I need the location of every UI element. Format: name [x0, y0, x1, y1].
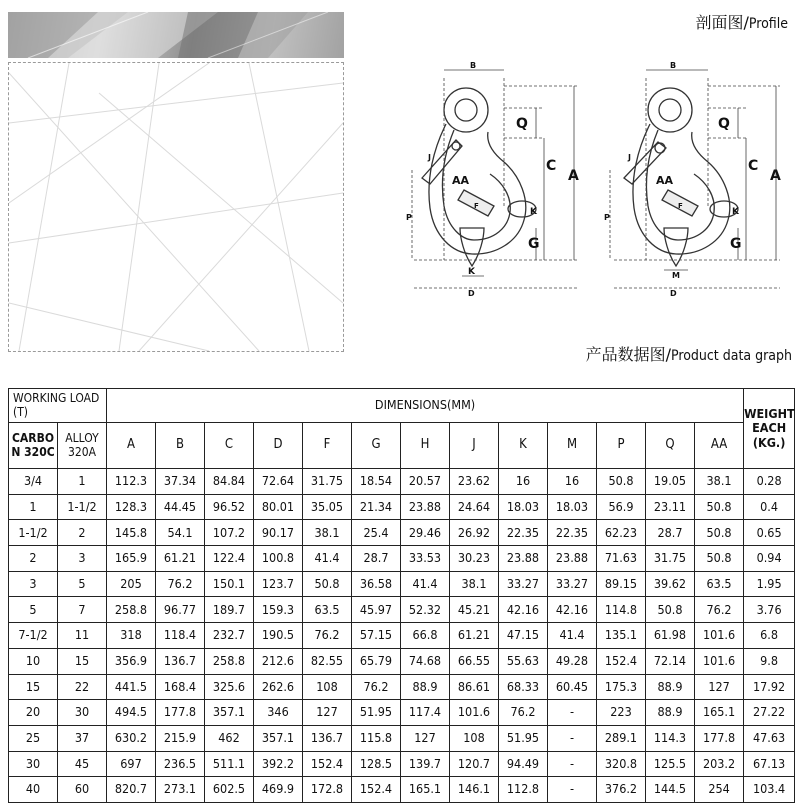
table-cell: 136.7 [156, 648, 205, 674]
table-cell: 101.6 [450, 700, 499, 726]
table-cell: 47.15 [499, 623, 548, 649]
profile-label-en: Profile [748, 16, 788, 32]
table-cell: 61.98 [646, 623, 695, 649]
table-cell: 63.5 [303, 597, 352, 623]
table-cell: 50.8 [695, 494, 744, 520]
table-cell: 376.2 [597, 777, 646, 803]
table-cell: 165.1 [401, 777, 450, 803]
table-cell: - [548, 777, 597, 803]
table-cell: 100.8 [254, 546, 303, 572]
table-cell: 114.3 [646, 725, 695, 751]
table-cell: 236.5 [156, 751, 205, 777]
profile-label-cn: 剖面图/ [695, 13, 749, 32]
table-cell: 90.17 [254, 520, 303, 546]
table-cell: 254 [695, 777, 744, 803]
table-cell: 24.64 [450, 494, 499, 520]
table-cell: 38.1 [303, 520, 352, 546]
table-row [9, 469, 795, 495]
table-cell: 0.4 [744, 494, 795, 520]
table-cell: 52.32 [401, 597, 450, 623]
table-cell: 120.7 [450, 751, 499, 777]
table-cell: 61.21 [156, 546, 205, 572]
carbon-header: CARBON 320C [9, 423, 58, 469]
table-cell: 35.05 [303, 494, 352, 520]
table-cell: 118.4 [156, 623, 205, 649]
table-cell: 22.35 [548, 520, 597, 546]
table-cell: 44.45 [156, 494, 205, 520]
table-cell: 117.4 [401, 700, 450, 726]
table-cell: 33.27 [499, 571, 548, 597]
table-cell: 3 [9, 571, 58, 597]
table-row [9, 520, 795, 546]
table-cell: 144.5 [646, 777, 695, 803]
table-cell: - [548, 700, 597, 726]
table-cell: 392.2 [254, 751, 303, 777]
table-row [9, 623, 795, 649]
table-cell: 152.4 [597, 648, 646, 674]
dim-c-label-2: C [748, 158, 759, 174]
dim-a-label: A [568, 168, 579, 184]
table-cell: 159.3 [254, 597, 303, 623]
table-cell: 10 [9, 648, 58, 674]
table-cell: 25.4 [352, 520, 401, 546]
table-cell: 135.1 [597, 623, 646, 649]
dim-b-label-2: B [670, 61, 677, 70]
table-cell: 19.05 [646, 469, 695, 495]
table-cell: 68.33 [499, 674, 548, 700]
table-cell: 25 [9, 725, 58, 751]
table-cell: 38.1 [695, 469, 744, 495]
table-cell: 189.7 [205, 597, 254, 623]
table-cell: 115.8 [352, 725, 401, 751]
dim-p-label-2: P [604, 213, 610, 222]
table-cell: 17.92 [744, 674, 795, 700]
hook-profile-drawing-right [600, 58, 800, 303]
table-cell: 820.7 [107, 777, 156, 803]
table-cell: 289.1 [597, 725, 646, 751]
table-cell: 122.4 [205, 546, 254, 572]
table-cell: 152.4 [303, 751, 352, 777]
table-cell: 108 [303, 674, 352, 700]
table-cell: 125.5 [646, 751, 695, 777]
table-cell: 7 [58, 597, 107, 623]
table-cell: 27.22 [744, 700, 795, 726]
table-cell: 101.6 [695, 623, 744, 649]
table-cell: 145.8 [107, 520, 156, 546]
table-cell: 215.9 [156, 725, 205, 751]
table-cell: 139.7 [401, 751, 450, 777]
table-cell: 357.1 [205, 700, 254, 726]
table-cell: 128.5 [352, 751, 401, 777]
table-cell: 205 [107, 571, 156, 597]
table-cell: 33.27 [548, 571, 597, 597]
dim-a-label-2: A [770, 168, 781, 184]
column-header-a: A [107, 423, 156, 469]
table-cell: 37.34 [156, 469, 205, 495]
table-cell: 76.2 [695, 597, 744, 623]
table-cell: 602.5 [205, 777, 254, 803]
table-cell: 41.4 [303, 546, 352, 572]
table-cell: 50.8 [695, 520, 744, 546]
table-cell: 45.21 [450, 597, 499, 623]
table-cell: 74.68 [401, 648, 450, 674]
spec-table-body [9, 469, 795, 803]
table-cell: 18.54 [352, 469, 401, 495]
table-cell: 258.8 [107, 597, 156, 623]
table-cell: 42.16 [548, 597, 597, 623]
column-header-h: H [401, 423, 450, 469]
table-cell: 89.15 [597, 571, 646, 597]
table-cell: 356.9 [107, 648, 156, 674]
table-cell: 88.9 [646, 674, 695, 700]
table-cell: 55.63 [499, 648, 548, 674]
table-cell: 66.55 [450, 648, 499, 674]
table-cell: 41.4 [401, 571, 450, 597]
table-cell: 67.13 [744, 751, 795, 777]
table-cell: 177.8 [695, 725, 744, 751]
table-cell: 175.3 [597, 674, 646, 700]
table-cell: 60 [58, 777, 107, 803]
table-cell: 6.8 [744, 623, 795, 649]
table-cell: 72.64 [254, 469, 303, 495]
dim-j-label: J [428, 153, 431, 162]
table-cell: 318 [107, 623, 156, 649]
table-cell: 42.16 [499, 597, 548, 623]
weight-header: WEIGHT EACH (KG.) [744, 389, 795, 469]
table-row [9, 674, 795, 700]
table-cell: 320.8 [597, 751, 646, 777]
table-cell: 15 [58, 648, 107, 674]
table-cell: 0.28 [744, 469, 795, 495]
table-cell: 273.1 [156, 777, 205, 803]
table-cell: 165.9 [107, 546, 156, 572]
table-cell: 108 [450, 725, 499, 751]
graph-label-cn: 产品数据图/ [585, 345, 671, 364]
dim-f-label-2: F [678, 202, 683, 210]
dim-g-label: G [528, 236, 540, 252]
table-cell: 346 [254, 700, 303, 726]
column-header-g: G [352, 423, 401, 469]
table-cell: 630.2 [107, 725, 156, 751]
table-cell: 60.45 [548, 674, 597, 700]
table-row [9, 597, 795, 623]
table-cell: 21.34 [352, 494, 401, 520]
table-cell: 36.58 [352, 571, 401, 597]
table-cell: 80.01 [254, 494, 303, 520]
table-cell: 511.1 [205, 751, 254, 777]
table-cell: 66.8 [401, 623, 450, 649]
table-cell: 262.6 [254, 674, 303, 700]
dim-m-label: M [672, 271, 680, 280]
table-cell: 203.2 [695, 751, 744, 777]
table-cell: 88.9 [401, 674, 450, 700]
table-cell: 1 [9, 494, 58, 520]
working-load-header: WORKING LOAD (T) [9, 389, 107, 423]
dim-p-label: P [406, 213, 412, 222]
dim-aa-label-2: AA [656, 174, 674, 187]
column-header-f: F [303, 423, 352, 469]
table-cell: 112.8 [499, 777, 548, 803]
table-cell: 54.1 [156, 520, 205, 546]
table-cell: 63.5 [695, 571, 744, 597]
table-cell: 37 [58, 725, 107, 751]
table-cell: 22.35 [499, 520, 548, 546]
table-cell: 47.63 [744, 725, 795, 751]
table-cell: 61.21 [450, 623, 499, 649]
table-cell: 50.8 [597, 469, 646, 495]
dim-aa-label: AA [452, 174, 470, 187]
hook-left-svg [404, 58, 604, 303]
dim-k-label-2: K [732, 207, 739, 217]
table-cell: 72.14 [646, 648, 695, 674]
table-cell: 3 [58, 546, 107, 572]
table-cell: 462 [205, 725, 254, 751]
table-cell: 50.8 [303, 571, 352, 597]
table-cell: 96.52 [205, 494, 254, 520]
table-cell: 45 [58, 751, 107, 777]
column-header-k: K [499, 423, 548, 469]
table-cell: 23.62 [450, 469, 499, 495]
table-cell: 82.55 [303, 648, 352, 674]
table-cell: 16 [499, 469, 548, 495]
table-cell: 1-1/2 [58, 494, 107, 520]
table-cell: 2 [58, 520, 107, 546]
table-cell: 86.61 [450, 674, 499, 700]
table-cell: 57.15 [352, 623, 401, 649]
dim-d-label: D [468, 289, 475, 298]
table-cell: 325.6 [205, 674, 254, 700]
table-cell: 3.76 [744, 597, 795, 623]
table-cell: 26.92 [450, 520, 499, 546]
table-cell: 28.7 [352, 546, 401, 572]
table-cell: 22 [58, 674, 107, 700]
dim-q-label-2: Q [718, 116, 730, 132]
table-row [9, 725, 795, 751]
column-header-j: J [450, 423, 499, 469]
banner-pattern [8, 12, 344, 58]
dim-q-label: Q [516, 116, 528, 132]
table-cell: 177.8 [156, 700, 205, 726]
table-cell: 123.7 [254, 571, 303, 597]
table-row [9, 751, 795, 777]
table-cell: 697 [107, 751, 156, 777]
table-cell: 76.2 [352, 674, 401, 700]
table-cell: 7-1/2 [9, 623, 58, 649]
dim-b-label: B [470, 61, 477, 70]
table-cell: 0.94 [744, 546, 795, 572]
table-cell: 31.75 [303, 469, 352, 495]
table-cell: 232.7 [205, 623, 254, 649]
table-cell: 168.4 [156, 674, 205, 700]
table-cell: 20 [9, 700, 58, 726]
table-cell: 146.1 [450, 777, 499, 803]
table-cell: 2 [9, 546, 58, 572]
column-header-b: B [156, 423, 205, 469]
table-cell: 5 [9, 597, 58, 623]
table-cell: 16 [548, 469, 597, 495]
table-cell: 84.84 [205, 469, 254, 495]
hook-profile-drawing-left [404, 58, 604, 303]
table-cell: 71.63 [597, 546, 646, 572]
table-cell: 127 [303, 700, 352, 726]
table-cell: - [548, 725, 597, 751]
table-cell: 51.95 [499, 725, 548, 751]
table-cell: 15 [9, 674, 58, 700]
table-cell: - [548, 751, 597, 777]
table-cell: 9.8 [744, 648, 795, 674]
graph-label-en: Product data graph [670, 348, 792, 364]
product-data-graph-label [586, 342, 792, 365]
table-cell: 30 [9, 751, 58, 777]
table-cell: 11 [58, 623, 107, 649]
dim-g-label-2: G [730, 236, 742, 252]
dim-k-label: K [530, 207, 537, 217]
table-cell: 29.46 [401, 520, 450, 546]
alloy-header: ALLOY 320A [58, 423, 107, 469]
table-cell: 31.75 [646, 546, 695, 572]
table-cell: 76.2 [156, 571, 205, 597]
table-cell: 49.28 [548, 648, 597, 674]
column-header-q: Q [646, 423, 695, 469]
table-cell: 45.97 [352, 597, 401, 623]
table-cell: 65.79 [352, 648, 401, 674]
table-cell: 50.8 [646, 597, 695, 623]
table-cell: 357.1 [254, 725, 303, 751]
table-cell: 136.7 [303, 725, 352, 751]
table-cell: 127 [695, 674, 744, 700]
table-row [9, 777, 795, 803]
column-header-c: C [205, 423, 254, 469]
column-header-d: D [254, 423, 303, 469]
profile-label [695, 10, 788, 33]
table-cell: 150.1 [205, 571, 254, 597]
table-cell: 1.95 [744, 571, 795, 597]
table-cell: 107.2 [205, 520, 254, 546]
table-cell: 30.23 [450, 546, 499, 572]
table-cell: 103.4 [744, 777, 795, 803]
table-cell: 127 [401, 725, 450, 751]
product-image-placeholder [8, 62, 344, 352]
table-cell: 51.95 [352, 700, 401, 726]
table-cell: 1-1/2 [9, 520, 58, 546]
table-cell: 0.65 [744, 520, 795, 546]
table-cell: 1 [58, 469, 107, 495]
dimensions-header: DIMENSIONS(MM) [107, 389, 744, 423]
column-header-p: P [597, 423, 646, 469]
table-cell: 40 [9, 777, 58, 803]
table-cell: 18.03 [499, 494, 548, 520]
table-cell: 38.1 [450, 571, 499, 597]
table-cell: 23.11 [646, 494, 695, 520]
table-cell: 172.8 [303, 777, 352, 803]
table-cell: 41.4 [548, 623, 597, 649]
dim-d-label-2: D [670, 289, 677, 298]
table-cell: 23.88 [548, 546, 597, 572]
table-cell: 3/4 [9, 469, 58, 495]
table-row [9, 648, 795, 674]
product-spec-table [8, 388, 795, 803]
table-cell: 18.03 [548, 494, 597, 520]
table-cell: 112.3 [107, 469, 156, 495]
dim-j-label-2: J [628, 153, 631, 162]
table-cell: 33.53 [401, 546, 450, 572]
column-header-m: M [548, 423, 597, 469]
table-cell: 494.5 [107, 700, 156, 726]
table-cell: 56.9 [597, 494, 646, 520]
column-header-aa: AA [695, 423, 744, 469]
table-cell: 223 [597, 700, 646, 726]
table-cell: 128.3 [107, 494, 156, 520]
table-cell: 212.6 [254, 648, 303, 674]
hook-right-svg [600, 58, 800, 303]
table-cell: 50.8 [695, 546, 744, 572]
table-cell: 28.7 [646, 520, 695, 546]
table-row [9, 494, 795, 520]
table-cell: 88.9 [646, 700, 695, 726]
table-cell: 165.1 [695, 700, 744, 726]
photo-frame-lines [9, 63, 343, 351]
table-cell: 76.2 [303, 623, 352, 649]
table-cell: 5 [58, 571, 107, 597]
table-cell: 258.8 [205, 648, 254, 674]
dim-c-label: C [546, 158, 557, 174]
table-cell: 30 [58, 700, 107, 726]
table-cell: 94.49 [499, 751, 548, 777]
table-cell: 152.4 [352, 777, 401, 803]
table-cell: 23.88 [401, 494, 450, 520]
table-cell: 23.88 [499, 546, 548, 572]
table-cell: 469.9 [254, 777, 303, 803]
header-banner [8, 12, 344, 58]
table-cell: 114.8 [597, 597, 646, 623]
table-row [9, 546, 795, 572]
dim-f-label: F [474, 202, 479, 210]
table-cell: 190.5 [254, 623, 303, 649]
table-cell: 62.23 [597, 520, 646, 546]
table-cell: 441.5 [107, 674, 156, 700]
table-cell: 76.2 [499, 700, 548, 726]
table-row [9, 700, 795, 726]
table-cell: 96.77 [156, 597, 205, 623]
dim-h-label: K [468, 267, 475, 277]
table-cell: 39.62 [646, 571, 695, 597]
table-cell: 20.57 [401, 469, 450, 495]
table-row [9, 571, 795, 597]
table-cell: 101.6 [695, 648, 744, 674]
